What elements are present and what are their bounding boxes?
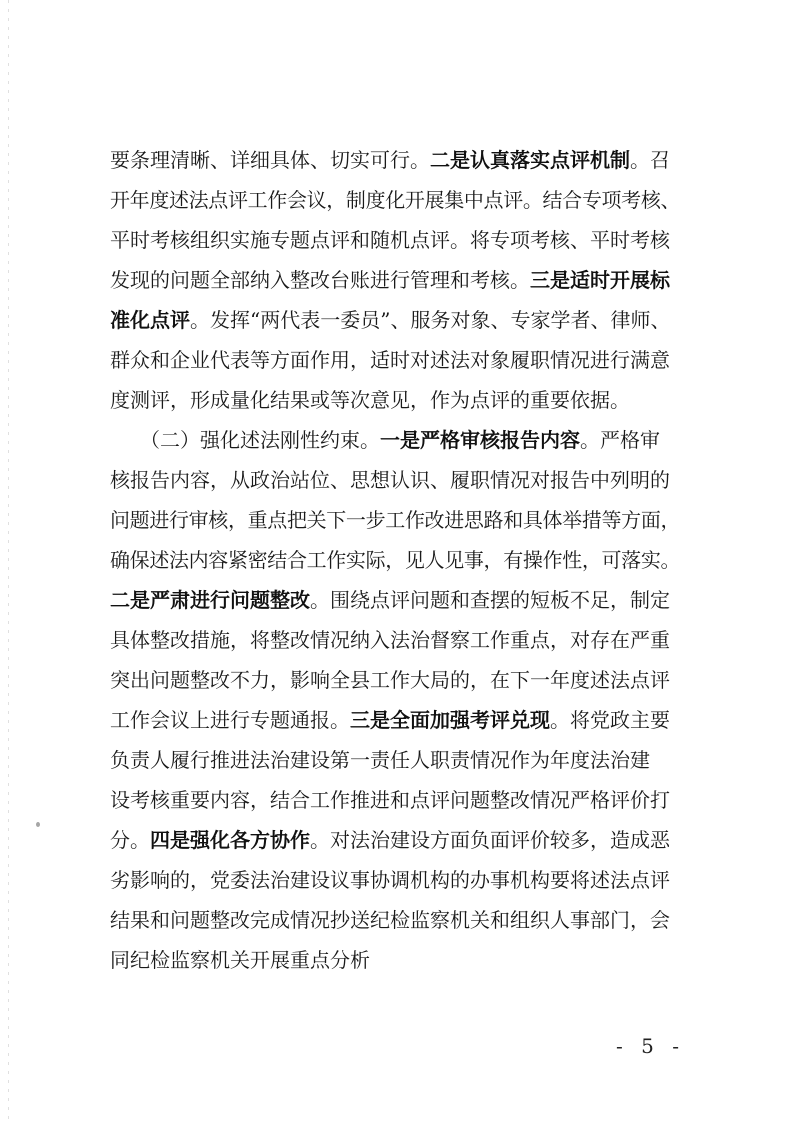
text-segment: 负责人履行推进法治建设第一责任人职责情况作为年度法治建 bbox=[110, 748, 650, 772]
text-line bbox=[110, 300, 680, 340]
text-line bbox=[110, 460, 680, 500]
text-segment: 发现的问题全部纳入整改台账进行管理和考核。 bbox=[110, 268, 530, 292]
text-segment: 。发挥“两代表一委员”、服务对象、专家学者、律师、 bbox=[190, 308, 671, 332]
bold-phrase: 三是全面加强考评兑现 bbox=[350, 708, 550, 732]
text-line bbox=[110, 820, 680, 860]
bold-phrase: 三是适时开展标 bbox=[530, 268, 670, 292]
text-segment: 。对法治建设方面负面评价较多，造成恶 bbox=[310, 828, 670, 852]
text-segment: 核报告内容，从政治站位、思想认识、履职情况对报告中列明的 bbox=[110, 468, 670, 492]
text-line bbox=[110, 180, 680, 220]
bold-phrase: 准化点评 bbox=[110, 308, 190, 332]
text-line bbox=[110, 420, 680, 460]
text-line bbox=[110, 580, 680, 620]
text-line bbox=[110, 380, 680, 420]
text-line bbox=[110, 540, 680, 580]
text-line bbox=[110, 620, 680, 660]
text-line bbox=[110, 700, 680, 740]
text-line bbox=[110, 220, 680, 260]
text-segment: 要条理清晰、详细具体、切实可行。 bbox=[110, 148, 430, 172]
text-line bbox=[110, 900, 680, 940]
text-line bbox=[110, 340, 680, 380]
text-segment: 确保述法内容紧密结合工作实际，见人见事，有操作性，可落实。 bbox=[110, 548, 681, 572]
text-segment: （二）强化述法刚性约束。 bbox=[110, 428, 380, 452]
text-line bbox=[110, 260, 680, 300]
text-segment: 同纪检监察机关开展重点分析 bbox=[110, 948, 370, 972]
text-line bbox=[110, 860, 680, 900]
text-segment: 问题进行审核，重点把关下一步工作改进思路和具体举措等方面， bbox=[110, 508, 681, 532]
text-line bbox=[110, 140, 680, 180]
text-line bbox=[110, 500, 680, 540]
bold-phrase: 二是严肃进行问题整改 bbox=[110, 588, 310, 612]
text-segment: 群众和企业代表等方面作用，适时对述法对象履职情况进行满意 bbox=[110, 348, 670, 372]
text-segment: 度测评，形成量化结果或等次意见，作为点评的重要依据。 bbox=[110, 388, 630, 412]
text-segment: 。严格审 bbox=[580, 428, 660, 452]
text-segment: 。将党政主要 bbox=[550, 708, 670, 732]
text-line bbox=[110, 740, 680, 780]
text-segment: 。召 bbox=[630, 148, 670, 172]
text-segment: 具体整改措施，将整改情况纳入法治督察工作重点，对存在严重 bbox=[110, 628, 670, 652]
bold-phrase: 一是严格审核报告内容 bbox=[380, 428, 580, 452]
bold-phrase: 二是认真落实点评机制 bbox=[430, 148, 630, 172]
text-line bbox=[110, 780, 680, 820]
text-segment: 分。 bbox=[110, 828, 150, 852]
page-number: - 5 - bbox=[616, 1034, 685, 1058]
text-segment: 平时考核组织实施专题点评和随机点评。将专项考核、平时考核 bbox=[110, 228, 670, 252]
text-segment: 结果和问题整改完成情况抄送纪检监察机关和组织人事部门，会 bbox=[110, 908, 670, 932]
text-line bbox=[110, 940, 680, 980]
text-line bbox=[110, 660, 680, 700]
text-segment: 。围绕点评问题和查摆的短板不足，制定 bbox=[310, 588, 670, 612]
bold-phrase: 四是强化各方协作 bbox=[150, 828, 310, 852]
scan-smudge-mark bbox=[36, 822, 40, 827]
text-segment: 设考核重要内容，结合工作推进和点评问题整改情况严格评价打 bbox=[110, 788, 670, 812]
body-text bbox=[110, 140, 680, 980]
text-segment: 突出问题整改不力，影响全县工作大局的，在下一年度述法点评 bbox=[110, 668, 670, 692]
text-segment: 工作会议上进行专题通报。 bbox=[110, 708, 350, 732]
text-segment: 开年度述法点评工作会议，制度化开展集中点评。结合专项考核、 bbox=[110, 188, 681, 212]
scan-edge-mark bbox=[8, 0, 9, 1122]
text-segment: 劣影响的，党委法治建设议事协调机构的办事机构要将述法点评 bbox=[110, 868, 670, 892]
